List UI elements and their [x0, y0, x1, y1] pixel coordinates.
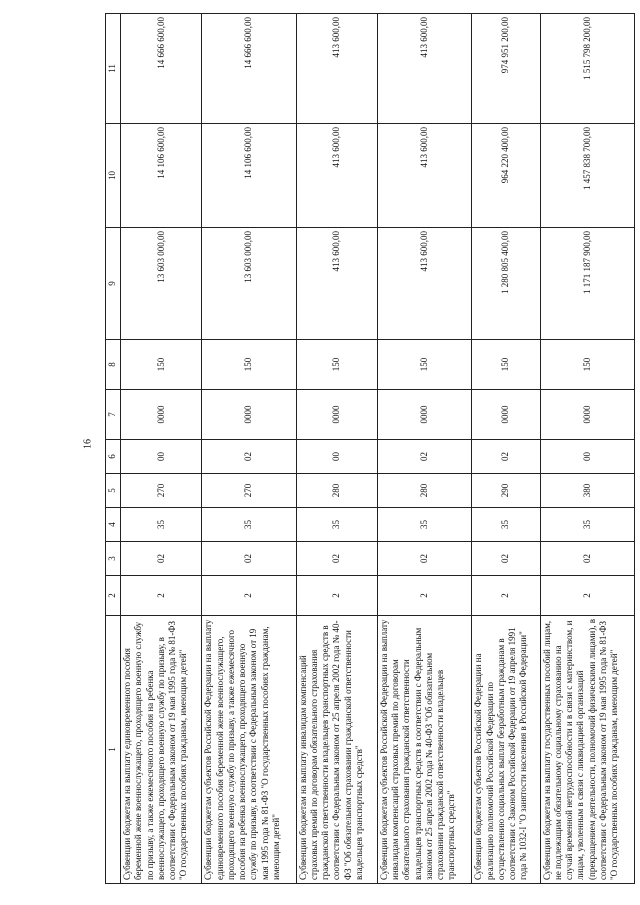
- table-row: [540, 14, 634, 884]
- code-cell: 270: [202, 474, 296, 508]
- table-row: [377, 14, 471, 884]
- code-cell: 02: [121, 542, 202, 576]
- column-header: 1: [106, 616, 121, 884]
- code-cell: 00: [121, 440, 202, 474]
- code-cell: 280: [377, 474, 471, 508]
- code-cell: 150: [296, 340, 377, 390]
- row-name: Субвенции бюджетам субъектов Российской Федерации на выплату инвалидам компенсаций страховых премий по договорам обязательного страхования гражданской ответственности владельцев транспортных средств в соответствии с Федеральным законом от 25 апреля 2002 года № 40-ФЗ "Об обязательном страховании гражданской ответственности владельцев транспортных средств": [377, 616, 471, 884]
- amount-cell: 1 280 805 400,00: [472, 228, 540, 340]
- code-cell: 35: [377, 508, 471, 542]
- amount-cell: 1 515 798 200,00: [540, 14, 634, 124]
- code-cell: 0000: [202, 390, 296, 440]
- amount-cell: 413 600,00: [296, 124, 377, 228]
- amount-cell: 14 106 600,00: [121, 124, 202, 228]
- code-cell: 290: [472, 474, 540, 508]
- amount-cell: 1 457 838 700,00: [540, 124, 634, 228]
- code-cell: 35: [296, 508, 377, 542]
- code-cell: 2: [540, 576, 634, 616]
- code-cell: 02: [202, 542, 296, 576]
- amount-cell: 14 666 600,00: [121, 14, 202, 124]
- code-cell: 00: [296, 440, 377, 474]
- code-cell: 2: [377, 576, 471, 616]
- code-cell: 2: [202, 576, 296, 616]
- amount-cell: 1 171 187 900,00: [540, 228, 634, 340]
- code-cell: 150: [121, 340, 202, 390]
- code-cell: 0000: [377, 390, 471, 440]
- code-cell: 270: [121, 474, 202, 508]
- amount-cell: 413 600,00: [296, 14, 377, 124]
- code-cell: 02: [472, 440, 540, 474]
- code-cell: 0000: [121, 390, 202, 440]
- code-cell: 02: [377, 542, 471, 576]
- code-cell: 02: [472, 542, 540, 576]
- code-cell: 150: [472, 340, 540, 390]
- amount-cell: 14 106 600,00: [202, 124, 296, 228]
- amount-cell: 13 603 000,00: [121, 228, 202, 340]
- code-cell: 150: [202, 340, 296, 390]
- code-cell: 02: [377, 440, 471, 474]
- code-cell: 2: [472, 576, 540, 616]
- amount-cell: 974 951 200,00: [472, 14, 540, 124]
- amount-cell: 14 666 600,00: [202, 14, 296, 124]
- column-header: 11: [106, 14, 121, 124]
- row-name: Субвенции бюджетам на выплату единовременного пособия беременной жене военнослужащего, проходящего военную службу по призыву, а также ежемесячного пособия на ребенка военнослужащего, проходящего военную службу по призыву, в соответствии с Федеральным законом от 19 мая 1995 года № 81-ФЗ "О государственных пособиях гражданам, имеющим детей": [121, 616, 202, 884]
- table-row: [121, 14, 202, 884]
- amount-cell: 13 603 000,00: [202, 228, 296, 340]
- header-row: [106, 14, 121, 884]
- code-cell: 0000: [540, 390, 634, 440]
- amount-cell: 413 600,00: [377, 124, 471, 228]
- column-header: 9: [106, 228, 121, 340]
- column-header: 7: [106, 390, 121, 440]
- code-cell: 35: [202, 508, 296, 542]
- code-cell: 380: [540, 474, 634, 508]
- column-header: 10: [106, 124, 121, 228]
- table-row: [472, 14, 540, 884]
- column-header: 8: [106, 340, 121, 390]
- code-cell: 02: [540, 542, 634, 576]
- column-header: 3: [106, 542, 121, 576]
- code-cell: 0000: [472, 390, 540, 440]
- row-name: Субвенции бюджетам на выплату государственных пособий лицам, не подлежащим обязательному социальному страхованию на случай временной нетрудоспособности и в связи с материнством, и лицам, уволенным в связи с ликвидацией организаций (прекращением деятельности, полномочий физическими лицами), в соответствии с Федеральным законом от 19 мая 1995 года № 81-ФЗ "О государственных пособиях гражданам, имеющим детей": [540, 616, 634, 884]
- amount-cell: 413 600,00: [377, 14, 471, 124]
- code-cell: 35: [540, 508, 634, 542]
- code-cell: 35: [472, 508, 540, 542]
- row-name: Субвенции бюджетам субъектов Российской Федерации на выплату единовременного пособия беременной жене военнослужащего, проходящего военную службу по призыву, а также ежемесячного пособия на ребенка военнослужащего, проходящего военную службу по призыву, в соответствии с Федеральным законом от 19 мая 1995 года № 81-ФЗ "О государственных пособиях гражданам, имеющим детей": [202, 616, 296, 884]
- code-cell: 02: [202, 440, 296, 474]
- budget-table: [105, 13, 635, 884]
- code-cell: 150: [540, 340, 634, 390]
- code-cell: 2: [296, 576, 377, 616]
- amount-cell: 413 600,00: [377, 228, 471, 340]
- row-name: Субвенции бюджетам на выплату инвалидам компенсаций страховых премий по договорам обязательного страхования гражданской ответственности владельцев транспортных средств в соответствии с Федеральным законом от 25 апреля 2002 года № 40-ФЗ "Об обязательном страховании гражданской ответственности владельцев транспортных средств": [296, 616, 377, 884]
- code-cell: 2: [121, 576, 202, 616]
- row-name: Субвенции бюджетам субъектов Российской Федерации на реализацию полномочий Российской Федерации по осуществлению социальных выплат безработным гражданам в соответствии с Законом Российской Федерации от 19 апреля 1991 года № 1032-I "О занятости населения в Российской Федерации": [472, 616, 540, 884]
- rotated-page: [105, 14, 635, 884]
- table-row: [296, 14, 377, 884]
- code-cell: 0000: [296, 390, 377, 440]
- page-number: 16: [82, 439, 94, 449]
- column-header: 4: [106, 508, 121, 542]
- amount-cell: 964 220 400,00: [472, 124, 540, 228]
- code-cell: 00: [540, 440, 634, 474]
- code-cell: 150: [377, 340, 471, 390]
- column-header: 2: [106, 576, 121, 616]
- amount-cell: 413 600,00: [296, 228, 377, 340]
- code-cell: 02: [296, 542, 377, 576]
- table-row: [202, 14, 296, 884]
- column-header: 5: [106, 474, 121, 508]
- code-cell: 35: [121, 508, 202, 542]
- column-header: 6: [106, 440, 121, 474]
- code-cell: 280: [296, 474, 377, 508]
